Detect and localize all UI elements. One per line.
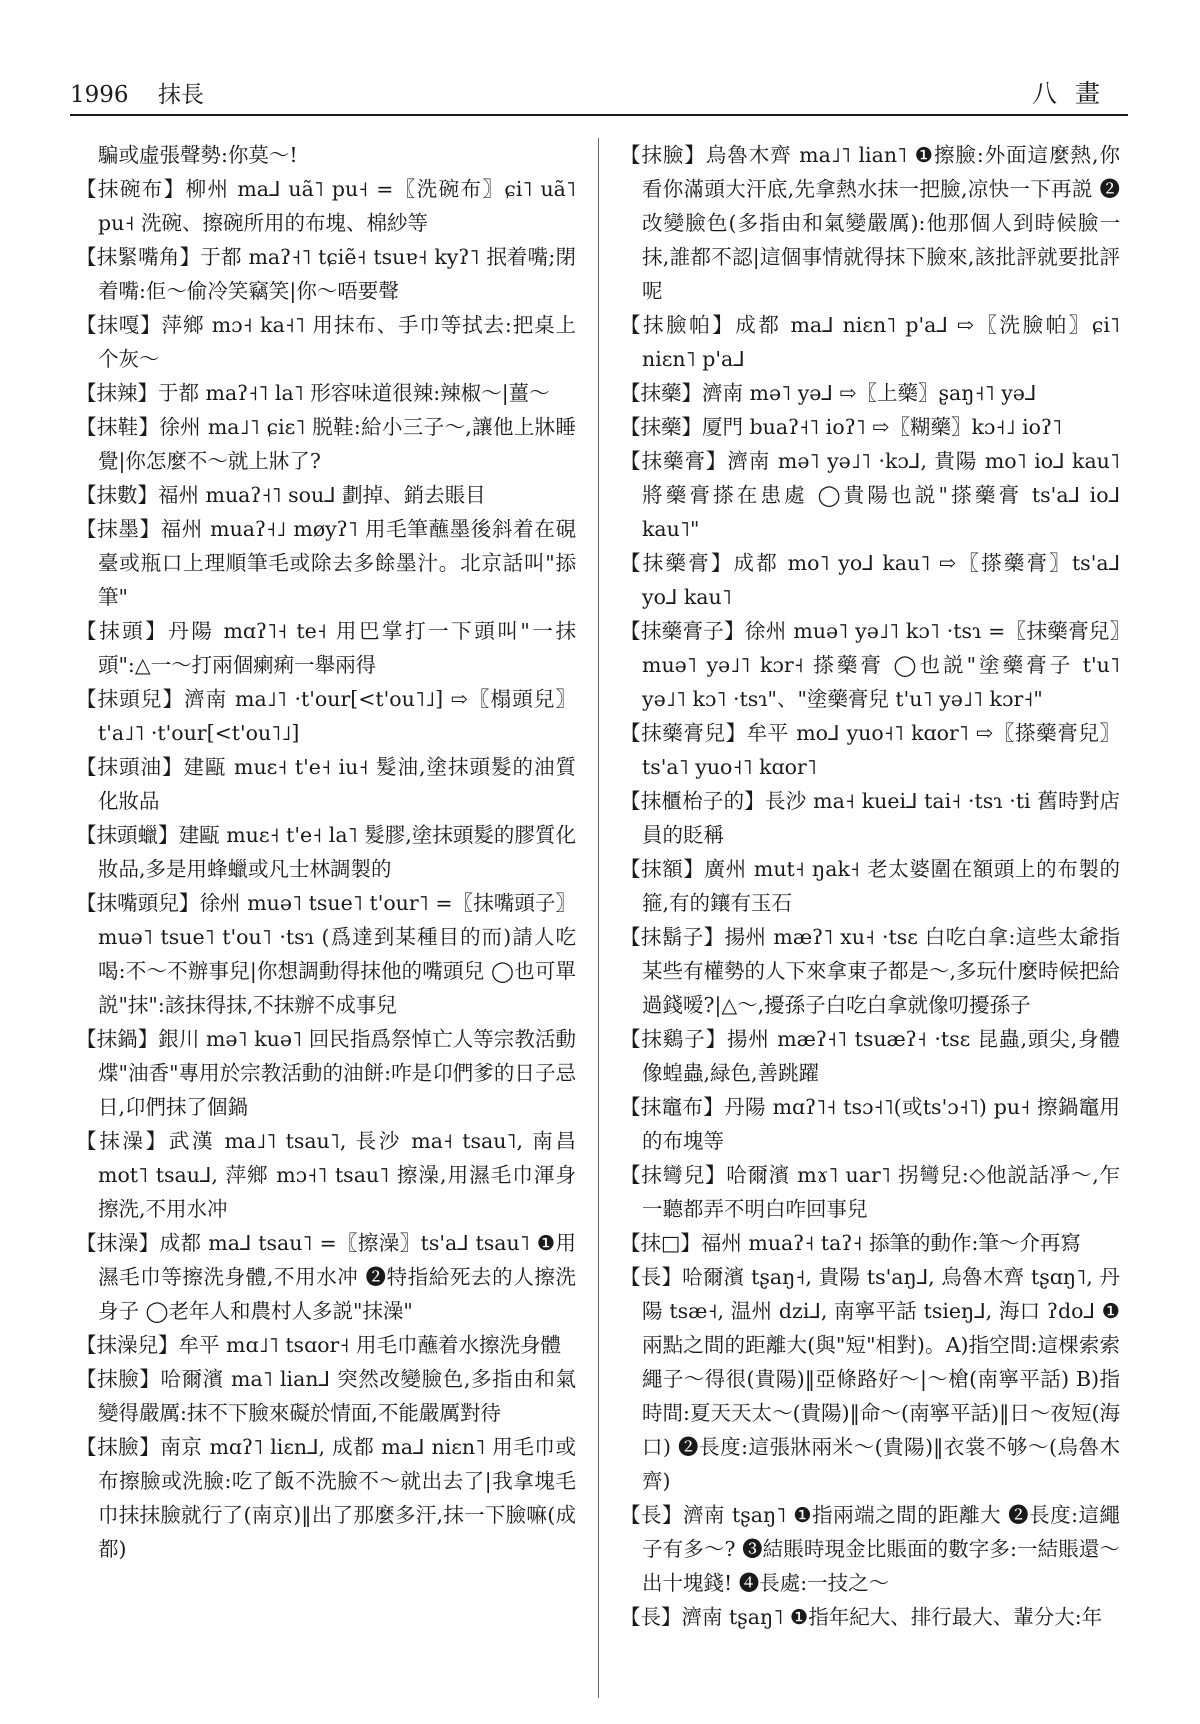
dictionary-entry: 【抹臉】哈爾濱 ma˥ lian⅃ 突然改變臉色,多指由和氣變得嚴厲:抹不下臉來礙於情面,不能嚴厲對待 bbox=[76, 1367, 576, 1425]
dictionary-entry: 【抹澡兒】牟平 mɑ˩˥ tsɑor˧ 用毛巾蘸着水擦洗身體 bbox=[76, 1333, 561, 1357]
dictionary-entry: 【抹嘎】萍鄉 mɔ˧ ka˧˥ 用抹布、手巾等拭去:把桌上个灰～ bbox=[76, 313, 576, 371]
right-column bbox=[620, 138, 1120, 1634]
dictionary-entry: 【抹臉帕】成都 ma⅃ niɛn˥ p'a⅃ ⇨〖洗臉帕〗ɕi˥ niɛn˥ p'a⅃ bbox=[620, 313, 1120, 371]
dictionary-entry: 【抹頭蠟】建甌 muɛ˧ t'e˧ la˥ 髮膠,塗抹頭髮的膠質化妝品,多是用蜂蠟或凡士林調製的 bbox=[76, 823, 576, 881]
page-number: 1996 bbox=[70, 82, 129, 108]
left-column bbox=[76, 138, 576, 1566]
dictionary-entry: 【抹嘴頭兒】徐州 muə˥ tsue˥ t'our˥ =〖抹嘴頭子〗muə˥ tsue˥ t'ou˥ ·tsɿ (爲達到某種目的而)請人吃喝:不～不辦事兒|你想調動得抹他的嘴頭兒 ◯也可單説"抹":該抹得抹,不抹辦不成事兒 bbox=[76, 891, 576, 1017]
dictionary-entry: 【抹頭兒】濟南 ma˩˥ ·t'our[<t'ou˥˩] ⇨〖榻頭兒〗t'a˩˥ ·t'our[<t'ou˥˩] bbox=[76, 687, 576, 745]
header-section: 八畫 bbox=[1031, 79, 1118, 108]
dictionary-entry: 【抹墨】福州 muaʔ˧˩ møyʔ˥ 用毛筆蘸墨後斜着在硯臺或瓶口上理順筆毛或除去多餘墨汁。北京話叫"掭筆" bbox=[76, 517, 576, 609]
dictionary-entry: 【抹櫃枱子的】長沙 ma˧ kuei⅃ tai˧ ·tsɿ ·ti 舊時對店員的貶稱 bbox=[620, 789, 1120, 847]
dictionary-entry: 騙或虛張聲勢:你莫～! bbox=[98, 143, 298, 167]
dictionary-entry: 【抹臉】南京 mɑʔ˥ liɛn⅃, 成都 ma⅃ niɛn˥ 用毛巾或布擦臉或洗臉:吃了飯不洗臉不～就出去了|我拿塊毛巾抹抹臉就行了(南京)‖出了那麼多汗,抹一下臉嘛(成都) bbox=[76, 1435, 576, 1561]
dictionary-entry: 【抹彎兒】哈爾濱 mɤ˥ uar˥ 拐彎兒:◇他説話凈～,乍一聽都弄不明白咋回事兒 bbox=[620, 1163, 1120, 1221]
dictionary-entry: 【抹藥膏】濟南 mə˥ yə˩˥ ·kɔ⅃, 貴陽 mo˥ io⅃ kau˥ 將藥膏搽在患處 ◯貴陽也説"搽藥膏 ts'a⅃ io⅃ kau˥" bbox=[620, 449, 1120, 541]
header-headwords: 抹長 bbox=[157, 82, 204, 108]
dictionary-entry: 【抹鷄子】揚州 mæʔ˧˥ tsuæʔ˧ ·tsɛ 昆蟲,頭尖,身體像蝗蟲,緑色,善跳躍 bbox=[620, 1027, 1120, 1085]
dictionary-entry: 【抹藥】濟南 mə˥ yə⅃ ⇨〖上藥〗ʂaŋ˧˥ yə⅃ bbox=[620, 381, 1037, 405]
dictionary-entry: 【抹鬍子】揚州 mæʔ˥ xu˧ ·tsɛ 白吃白拿:這些太爺指某些有權勢的人下來拿東子都是～,多玩什麼時候把給過錢嗳?|△～,擾孫子白吃白拿就像叨擾孫子 bbox=[620, 925, 1121, 1017]
dictionary-entry: 【抹竈布】丹陽 mɑʔ˥˧ tsɔ˧˥(或ts'ɔ˧˥) pu˧ 擦鍋竈用的布塊等 bbox=[620, 1095, 1120, 1153]
dictionary-entry: 【抹藥膏】成都 mo˥ yo⅃ kau˥ ⇨〖搽藥膏〗ts'a⅃ yo⅃ kau˥ bbox=[620, 551, 1120, 609]
dictionary-entry: 【抹澡】成都 ma⅃ tsau˥ =〖擦澡〗ts'a⅃ tsau˥ ❶用濕毛巾等擦洗身體,不用水冲 ❷特指給死去的人擦洗身子 ◯老年人和農村人多説"抹澡" bbox=[76, 1231, 576, 1323]
dictionary-entry: 【抹額】廣州 mut˧ ŋak˧ 老太婆圍在額頭上的布製的箍,有的鑲有玉石 bbox=[620, 857, 1120, 915]
dictionary-entry: 【抹數】福州 muaʔ˧˥ sou⅃ 劃掉、銷去賬目 bbox=[76, 483, 486, 507]
dictionary-entry: 【抹藥膏兒】牟平 mo⅃ yuo˧˥ kɑor˥ ⇨〖搽藥膏兒〗ts'a˥ yuo˧˥ kɑor˥ bbox=[620, 721, 1120, 779]
dictionary-entry: 【抹辣】于都 maʔ˧˥ la˥ 形容味道很辣:辣椒～|薑～ bbox=[76, 381, 550, 405]
dictionary-entry: 【抹臉】烏魯木齊 ma˩˥ lian˥ ❶擦臉:外面這麼熱,你看你滿頭大汗底,先拿熱水抹一把臉,凉快一下再説 ❷改變臉色(多指由和氣變嚴厲):他那個人到時候臉一抹,誰都不認|這個事情就得抹下臉來,該批評就要批評呢 bbox=[620, 143, 1120, 303]
dictionary-entry: 【抹頭油】建甌 muɛ˧ t'e˧ iu˧ 髮油,塗抹頭髮的油質化妝品 bbox=[76, 755, 576, 813]
page-header bbox=[70, 70, 1128, 116]
column-divider bbox=[598, 138, 599, 1698]
dictionary-entry: 【長】哈爾濱 tʂaŋ˧, 貴陽 ts'aŋ⅃, 烏魯木齊 tʂɑŋ˥, 丹陽 tsæ˧, 温州 dzi⅃, 南寧平話 tsieŋ⅃, 海口 ʔdo⅃ ❶兩點之間的距離大(與"短"相對)。A)指空間:這棵索索繩子～得很(貴陽)‖亞條路好～|～槍(南寧平話) B)指時間:夏天天太～(貴陽)‖命～(南寧平話)‖日～夜短(海口) ❷長度:這張牀兩米～(貴陽)‖衣裳不够～(烏魯木齊) bbox=[620, 1265, 1120, 1493]
dictionary-entry: 【抹藥】厦門 buaʔ˧˥ ioʔ˥ ⇨〖糊藥〗kɔ˧˩ ioʔ˥ bbox=[620, 415, 1063, 439]
dictionary-entry: 【抹緊嘴角】于都 maʔ˧˥ tɕiẽ˧ tsuɐ˧ kyʔ˥ 抿着嘴;閉着嘴:佢～偷冷笑竊笑|你～唔要聲 bbox=[76, 245, 576, 303]
dictionary-entry: 【抹頭】丹陽 mɑʔ˥˧ te˧ 用巴掌打一下頭叫"一抹頭":△一～打兩個瘌痢一舉兩得 bbox=[76, 619, 576, 677]
dictionary-entry: 【抹鍋】銀川 mə˥ kuə˥ 回民指爲祭悼亡人等宗教活動煠"油香"專用於宗教活動的油餅:咋是卬們爹的日子忌日,卬們抹了個鍋 bbox=[76, 1027, 576, 1119]
dictionary-entry: 【抹□】福州 muaʔ˧ taʔ˧ 掭筆的動作:筆～介再寫 bbox=[620, 1231, 1081, 1255]
dictionary-entry: 【抹澡】武漢 ma˩˥ tsau˥, 長沙 ma˧ tsau˥, 南昌 mot˥ tsau⅃, 萍鄉 mɔ˧˥ tsau˥ 擦澡,用濕毛巾渾身擦洗,不用水冲 bbox=[76, 1129, 576, 1221]
header-left bbox=[70, 76, 204, 109]
dictionary-entry: 【抹藥膏子】徐州 muə˥ yə˩˥ kɔ˥ ·tsɿ =〖抹藥膏兒〗muə˥ yə˩˥ kɔr˧ 搽藥膏 ◯也説"塗藥膏子 t'u˥ yə˩˥ kɔ˥ ·tsɿ"、"塗藥膏兒 t'u˥ yə˩˥ kɔr˧" bbox=[620, 619, 1120, 711]
dictionary-entry: 【抹鞋】徐州 ma˩˥ ɕiɛ˥ 脱鞋:給小三子～,讓他上牀睡覺|你怎麼不～就上牀了? bbox=[76, 415, 576, 473]
dictionary-entry: 【抹碗布】柳州 ma⅃ uã˥ pu˧ =〖洗碗布〗ɕi˥ uã˥ pu˧ 洗碗、擦碗所用的布塊、棉紗等 bbox=[76, 177, 576, 235]
dictionary-entry: 【長】濟南 tʂaŋ˥ ❶指兩端之間的距離大 ❷長度:這繩子有多～? ❸結賬時現金比賬面的數字多:一結賬還～出十塊錢! ❹長處:一技之～ bbox=[620, 1503, 1120, 1595]
dictionary-entry: 【長】濟南 tʂaŋ˥ ❶指年紀大、排行最大、輩分大:年 bbox=[620, 1605, 1103, 1629]
